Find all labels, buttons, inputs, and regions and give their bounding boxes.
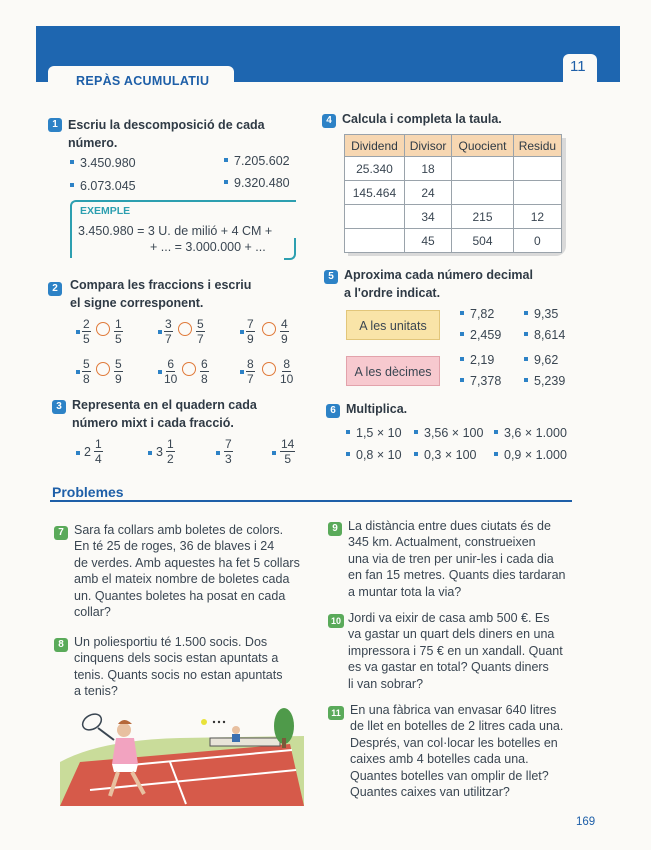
problem-number-9: 9 <box>328 522 342 536</box>
exercise-1-item: 6.073.045 <box>70 179 136 193</box>
bullet <box>158 370 162 374</box>
bullet <box>216 451 220 455</box>
units-item: 9,35 <box>524 307 558 321</box>
multiplication-item: 3,6 × 1.000 <box>494 426 567 440</box>
problem-7-text: Sara fa collars amb boletes de colors. En té 25 de roges, 36 de blaves i 24 de verdes. Amb aquestes ha fet 5 collars amb el mateix nombre de boletes cada un. Quantes boletes ha posat en cada collar? <box>74 523 300 620</box>
problem-number-7: 7 <box>54 526 68 540</box>
problems-divider <box>50 500 572 502</box>
mixed-whole: 2 <box>84 445 91 459</box>
table-cell: 215 <box>452 205 514 229</box>
division-table <box>344 134 562 253</box>
example-label: EXEMPLE <box>80 205 131 217</box>
comparison-circle[interactable] <box>178 322 192 336</box>
bullet <box>240 370 244 374</box>
fraction: $\frac{3}{7}$ <box>165 317 172 346</box>
exercise-1-title-line1: Escriu la descomposició de cada <box>68 118 265 132</box>
multiplication-item: 0,8 × 10 <box>346 448 402 462</box>
mixed-whole: 3 <box>156 445 163 459</box>
multiplication-item: 0,9 × 1.000 <box>494 448 567 462</box>
table-cell: 18 <box>404 157 451 181</box>
exercise-number-6: 6 <box>326 404 340 418</box>
multiplication-item: 1,5 × 10 <box>346 426 402 440</box>
exercise-1-item: 3.450.980 <box>70 156 136 170</box>
fraction: $\frac{4}{9}$ <box>281 317 288 346</box>
table-cell[interactable] <box>452 157 514 181</box>
tennis-ball-icon <box>201 719 207 725</box>
table-cell[interactable] <box>513 157 561 181</box>
bullet <box>240 330 244 334</box>
example-line-1: 3.450.980 = 3 U. de milió + 4 CM + <box>78 224 273 238</box>
player-skirt <box>112 764 138 772</box>
exercise-number-3: 3 <box>52 400 66 414</box>
section-heading: REPÀS ACUMULATIU <box>76 74 210 88</box>
tenths-item: 9,62 <box>524 353 558 367</box>
table-row <box>345 229 562 253</box>
exercise-1-item: 9.320.480 <box>224 176 290 190</box>
tenths-label-box: A les dècimes <box>346 356 440 386</box>
units-label-box: A les unitats <box>346 310 440 340</box>
exercise-number-2: 2 <box>48 282 62 296</box>
fraction: $\frac{5}{9}$ <box>115 357 122 386</box>
tenths-item: 7,378 <box>460 374 501 388</box>
exercise-1-item: 7.205.602 <box>224 154 290 168</box>
tenths-item: 2,19 <box>460 353 494 367</box>
exercise-5-title-line1: Aproxima cada número decimal <box>344 268 533 282</box>
fraction: $\frac{7}{9}$ <box>247 317 254 346</box>
table-header: Quocient <box>452 135 514 157</box>
opponent-head <box>232 726 240 734</box>
units-item: 8,614 <box>524 328 565 342</box>
exercise-1-title <box>68 116 265 152</box>
bullet <box>76 370 80 374</box>
bullet <box>158 330 162 334</box>
table-cell: 45 <box>404 229 451 253</box>
exercise-2-title <box>70 276 251 312</box>
fraction: $\frac{2}{5}$ <box>83 317 90 346</box>
fraction: $\frac{14}{5}$ <box>281 437 295 466</box>
problem-11-text: En una fàbrica van envasar 640 litres de llet en botelles de 2 litres cada una. Després, van col·locar les botelles en caixes amb 4 botelles cada una. Quantes botelles van omplir de llet? Quantes caixes van utilitzar? <box>350 703 564 800</box>
exercise-2-title-line1: Compara les fraccions i escriu <box>70 278 252 292</box>
problem-number-10: 10 <box>328 614 344 628</box>
multiplication-item: 3,56 × 100 <box>414 426 483 440</box>
exercise-5-title-line2: a l'ordre indicat. <box>344 286 441 300</box>
fraction: $\frac{1}{4}$ <box>95 437 102 466</box>
table-cell: 12 <box>513 205 561 229</box>
tennis-net <box>210 738 280 746</box>
table-cell[interactable] <box>513 181 561 205</box>
table-cell: 504 <box>452 229 514 253</box>
fraction: $\frac{6}{8}$ <box>201 357 208 386</box>
comparison-circle[interactable] <box>262 362 276 376</box>
table-row <box>345 205 562 229</box>
table-cell[interactable] <box>345 229 405 253</box>
comparison-circle[interactable] <box>96 362 110 376</box>
table-cell: 145.464 <box>345 181 405 205</box>
table-cell: 0 <box>513 229 561 253</box>
tree-trunk <box>282 738 286 748</box>
table-cell: 25.340 <box>345 157 405 181</box>
fraction: $\frac{1}{2}$ <box>167 437 174 466</box>
page-number: 169 <box>576 816 596 828</box>
table-header: Dividend <box>345 135 405 157</box>
problem-10-text: Jordi va eixir de casa amb 500 €. Es va gastar un quart dels diners en una impressora i 75 € en un xandall. Quant es va gastar en total? Quants diners li van sobrar? <box>348 611 563 691</box>
unit-number: 11 <box>570 58 586 75</box>
units-item: 7,82 <box>460 307 494 321</box>
problem-number-11: 11 <box>328 706 344 720</box>
fraction: $\frac{5}{8}$ <box>83 357 90 386</box>
tenths-item: 5,239 <box>524 374 565 388</box>
fraction: $\frac{7}{3}$ <box>225 437 232 466</box>
fraction: $\frac{5}{7}$ <box>197 317 204 346</box>
multiplication-item: 0,3 × 100 <box>414 448 476 462</box>
fraction: $\frac{6}{10}$ <box>164 357 178 386</box>
table-cell: 24 <box>404 181 451 205</box>
player-shirt <box>112 738 138 764</box>
table-header-row <box>345 135 562 157</box>
table-row <box>345 181 562 205</box>
comparison-circle[interactable] <box>96 322 110 336</box>
exercise-number-5: 5 <box>324 270 338 284</box>
bullet <box>76 330 80 334</box>
exercise-number-1: 1 <box>48 118 62 132</box>
table-cell: 34 <box>404 205 451 229</box>
comparison-circle[interactable] <box>182 362 196 376</box>
units-item: 2,459 <box>460 328 501 342</box>
comparison-circle[interactable] <box>262 322 276 336</box>
exercise-3-title-line2: número mixt i cada fracció. <box>72 416 234 430</box>
bullet <box>148 451 152 455</box>
fraction: $\frac{1}{5}$ <box>115 317 122 346</box>
tennis-court-illustration <box>60 700 304 806</box>
table-header: Residu <box>513 135 561 157</box>
opponent-body <box>232 734 240 742</box>
exercise-5-title <box>344 266 533 302</box>
exercise-3-title-line1: Representa en el quadern cada <box>72 398 257 412</box>
table-cell[interactable] <box>452 181 514 205</box>
exercise-4-title: Calcula i completa la taula. <box>342 112 502 126</box>
exercise-number-4: 4 <box>322 114 336 128</box>
table-row <box>345 157 562 181</box>
fraction: $\frac{8}{7}$ <box>247 357 254 386</box>
fraction: $\frac{8}{10}$ <box>280 357 294 386</box>
problem-number-8: 8 <box>54 638 68 652</box>
exercise-6-title: Multiplica. <box>346 402 408 416</box>
problems-title: Problemes <box>52 484 124 500</box>
example-line-2: + ... = 3.000.000 + ... <box>150 240 266 254</box>
exercise-2-title-line2: el signe corresponent. <box>70 296 204 310</box>
exercise-3-title <box>72 396 257 432</box>
example-box-end <box>284 238 296 260</box>
table-header: Divisor <box>404 135 451 157</box>
exercise-1-title-line2: número. <box>68 136 118 150</box>
bullet <box>76 451 80 455</box>
player-head <box>117 723 131 737</box>
problem-8-text: Un poliesportiu té 1.500 socis. Dos cinquens dels socis estan apuntats a tenis. Quants socis no estan apuntats a tenis? <box>74 635 283 699</box>
table-cell[interactable] <box>345 205 405 229</box>
bullet <box>272 451 276 455</box>
problem-9-text: La distància entre dues ciutats és de 345 km. Actualment, construeixen una via de tren per unir-les i cada dia en fan 15 metres. Quants dies tardaran a muntar tota la via? <box>348 519 566 599</box>
